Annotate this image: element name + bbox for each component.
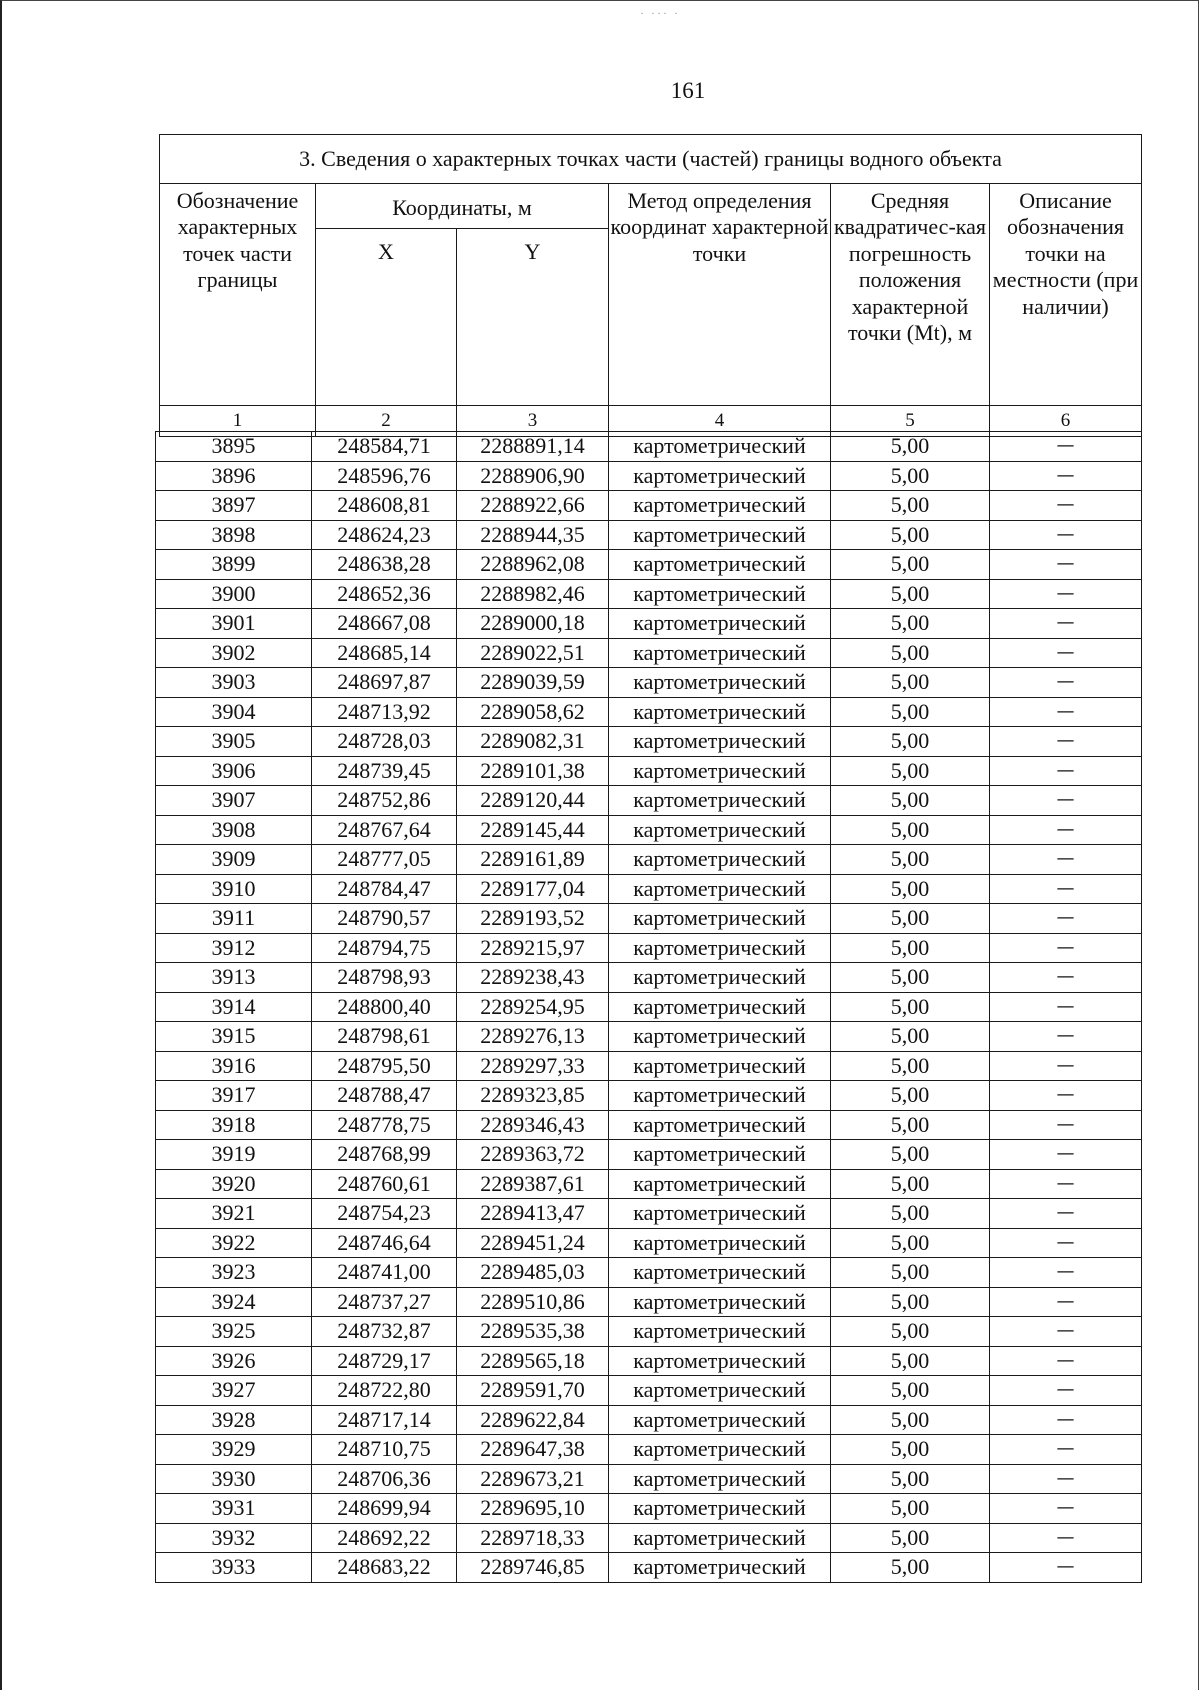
coord-x: 248741,00 — [312, 1258, 457, 1288]
coord-x: 248794,75 — [312, 933, 457, 963]
table-title: 3. Сведения о характерных точках части (частей) границы водного объекта — [160, 135, 1142, 184]
coord-y: 2289535,38 — [457, 1317, 609, 1347]
coord-x: 248685,14 — [312, 638, 457, 668]
coord-y: 2289101,38 — [457, 756, 609, 786]
coord-y: 2289323,85 — [457, 1081, 609, 1111]
coord-x: 248683,22 — [312, 1553, 457, 1583]
point-id: 3928 — [156, 1405, 312, 1435]
error-cell: 5,00 — [831, 520, 990, 550]
method-cell: картометрический — [609, 1081, 831, 1111]
method-cell: картометрический — [609, 1435, 831, 1465]
coord-y: 2289254,95 — [457, 992, 609, 1022]
coord-x: 248795,50 — [312, 1051, 457, 1081]
coord-y: 2289673,21 — [457, 1464, 609, 1494]
method-cell: картометрический — [609, 520, 831, 550]
table-row — [156, 1494, 1142, 1524]
table-row — [156, 1435, 1142, 1465]
error-cell: 5,00 — [831, 1376, 990, 1406]
method-cell: картометрический — [609, 668, 831, 698]
point-id: 3906 — [156, 756, 312, 786]
coord-x: 248768,99 — [312, 1140, 457, 1170]
coord-x: 248713,92 — [312, 697, 457, 727]
method-cell: картометрический — [609, 1376, 831, 1406]
description-cell: — — [990, 697, 1142, 727]
coord-y: 2289746,85 — [457, 1553, 609, 1583]
table-row — [156, 491, 1142, 521]
scan-noise: · ··· · — [640, 6, 680, 20]
description-cell: — — [990, 1317, 1142, 1347]
table-row — [156, 963, 1142, 993]
coord-y: 2289510,86 — [457, 1287, 609, 1317]
description-cell: — — [990, 874, 1142, 904]
coord-y: 2289622,84 — [457, 1405, 609, 1435]
method-cell: картометрический — [609, 1523, 831, 1553]
table-row — [156, 1317, 1142, 1347]
description-cell: — — [990, 992, 1142, 1022]
table-row — [156, 1140, 1142, 1170]
coord-x: 248717,14 — [312, 1405, 457, 1435]
coord-x: 248596,76 — [312, 461, 457, 491]
header-y: Y — [457, 229, 609, 406]
coord-x: 248777,05 — [312, 845, 457, 875]
method-cell: картометрический — [609, 1287, 831, 1317]
method-cell: картометрический — [609, 1258, 831, 1288]
coord-y: 2289177,04 — [457, 874, 609, 904]
coord-y: 2289120,44 — [457, 786, 609, 816]
coord-x: 248728,03 — [312, 727, 457, 757]
description-cell: — — [990, 638, 1142, 668]
method-cell: картометрический — [609, 1169, 831, 1199]
table-row — [156, 638, 1142, 668]
coord-x: 248767,64 — [312, 815, 457, 845]
coord-x: 248584,71 — [312, 432, 457, 462]
error-cell: 5,00 — [831, 1258, 990, 1288]
coord-y: 2289647,38 — [457, 1435, 609, 1465]
coord-x: 248778,75 — [312, 1110, 457, 1140]
table-row — [156, 1464, 1142, 1494]
coord-x: 248608,81 — [312, 491, 457, 521]
coord-y: 2289297,33 — [457, 1051, 609, 1081]
point-id: 3904 — [156, 697, 312, 727]
error-cell: 5,00 — [831, 1494, 990, 1524]
coord-y: 2289193,52 — [457, 904, 609, 934]
error-cell: 5,00 — [831, 1140, 990, 1170]
coord-y: 2288962,08 — [457, 550, 609, 580]
table-row — [156, 1405, 1142, 1435]
method-cell: картометрический — [609, 461, 831, 491]
table-row — [156, 609, 1142, 639]
error-cell: 5,00 — [831, 1405, 990, 1435]
point-id: 3925 — [156, 1317, 312, 1347]
description-cell: — — [990, 1287, 1142, 1317]
table-row — [156, 874, 1142, 904]
coord-x: 248722,80 — [312, 1376, 457, 1406]
description-cell: — — [990, 491, 1142, 521]
method-cell: картометрический — [609, 786, 831, 816]
description-cell: — — [990, 1435, 1142, 1465]
table-row — [156, 1169, 1142, 1199]
description-cell: — — [990, 1228, 1142, 1258]
error-cell: 5,00 — [831, 668, 990, 698]
description-cell: — — [990, 461, 1142, 491]
coord-y: 2289413,47 — [457, 1199, 609, 1229]
coord-x: 248746,64 — [312, 1228, 457, 1258]
method-cell: картометрический — [609, 1051, 831, 1081]
point-id: 3903 — [156, 668, 312, 698]
coord-x: 248706,36 — [312, 1464, 457, 1494]
coord-y: 2289695,10 — [457, 1494, 609, 1524]
method-cell: картометрический — [609, 491, 831, 521]
table-row — [156, 1199, 1142, 1229]
point-id: 3930 — [156, 1464, 312, 1494]
coord-x: 248652,36 — [312, 579, 457, 609]
error-cell: 5,00 — [831, 845, 990, 875]
coord-y: 2288982,46 — [457, 579, 609, 609]
coord-x: 248798,61 — [312, 1022, 457, 1052]
error-cell: 5,00 — [831, 1523, 990, 1553]
header-method: Метод определения координат характерной точки — [609, 184, 831, 406]
method-cell: картометрический — [609, 963, 831, 993]
point-id: 3905 — [156, 727, 312, 757]
method-cell: картометрический — [609, 1494, 831, 1524]
error-cell: 5,00 — [831, 992, 990, 1022]
header-coordinates: Координаты, м — [316, 184, 609, 229]
page-number: 161 — [670, 78, 706, 103]
description-cell: — — [990, 1376, 1142, 1406]
coord-y: 2289000,18 — [457, 609, 609, 639]
point-id: 3929 — [156, 1435, 312, 1465]
description-cell: — — [990, 1553, 1142, 1583]
method-cell: картометрический — [609, 845, 831, 875]
description-cell: — — [990, 1051, 1142, 1081]
error-cell: 5,00 — [831, 1199, 990, 1229]
description-cell: — — [990, 933, 1142, 963]
error-cell: 5,00 — [831, 904, 990, 934]
point-id: 3916 — [156, 1051, 312, 1081]
point-id: 3914 — [156, 992, 312, 1022]
description-cell: — — [990, 815, 1142, 845]
point-id: 3926 — [156, 1346, 312, 1376]
table-row — [156, 668, 1142, 698]
points-table-header — [159, 134, 1142, 437]
table-row — [156, 520, 1142, 550]
method-cell: картометрический — [609, 1022, 831, 1052]
error-cell: 5,00 — [831, 1435, 990, 1465]
header-description: Описание обозначения точки на местности (при наличии) — [990, 184, 1142, 406]
method-cell: картометрический — [609, 756, 831, 786]
coord-x: 248729,17 — [312, 1346, 457, 1376]
method-cell: картометрический — [609, 697, 831, 727]
error-cell: 5,00 — [831, 874, 990, 904]
point-id: 3909 — [156, 845, 312, 875]
error-cell: 5,00 — [831, 491, 990, 521]
coord-x: 248624,23 — [312, 520, 457, 550]
error-cell: 5,00 — [831, 579, 990, 609]
coord-x: 248699,94 — [312, 1494, 457, 1524]
description-cell: — — [990, 1523, 1142, 1553]
method-cell: картометрический — [609, 609, 831, 639]
table-row — [156, 550, 1142, 580]
description-cell: — — [990, 756, 1142, 786]
point-id: 3927 — [156, 1376, 312, 1406]
error-cell: 5,00 — [831, 1317, 990, 1347]
description-cell: — — [990, 1022, 1142, 1052]
coord-y: 2289485,03 — [457, 1258, 609, 1288]
point-id: 3900 — [156, 579, 312, 609]
table-row — [156, 1051, 1142, 1081]
coord-y: 2288922,66 — [457, 491, 609, 521]
column-number: 3 — [457, 406, 609, 437]
description-cell: — — [990, 668, 1142, 698]
coord-x: 248760,61 — [312, 1169, 457, 1199]
error-cell: 5,00 — [831, 786, 990, 816]
error-cell: 5,00 — [831, 1169, 990, 1199]
point-id: 3912 — [156, 933, 312, 963]
error-cell: 5,00 — [831, 638, 990, 668]
table-row — [156, 727, 1142, 757]
coord-y: 2289591,70 — [457, 1376, 609, 1406]
error-cell: 5,00 — [831, 550, 990, 580]
description-cell: — — [990, 963, 1142, 993]
table-row — [156, 1346, 1142, 1376]
coord-y: 2289215,97 — [457, 933, 609, 963]
description-cell: — — [990, 432, 1142, 462]
column-number: 5 — [831, 406, 990, 437]
description-cell: — — [990, 609, 1142, 639]
error-cell: 5,00 — [831, 756, 990, 786]
point-id: 3895 — [156, 432, 312, 462]
table-row — [156, 815, 1142, 845]
table-row — [156, 1287, 1142, 1317]
point-id: 3917 — [156, 1081, 312, 1111]
column-number: 2 — [316, 406, 457, 437]
method-cell: картометрический — [609, 1199, 831, 1229]
error-cell: 5,00 — [831, 727, 990, 757]
point-id: 3915 — [156, 1022, 312, 1052]
point-id: 3921 — [156, 1199, 312, 1229]
method-cell: картометрический — [609, 432, 831, 462]
table-row — [156, 697, 1142, 727]
error-cell: 5,00 — [831, 1022, 990, 1052]
coord-x: 248732,87 — [312, 1317, 457, 1347]
coord-x: 248752,86 — [312, 786, 457, 816]
coord-y: 2289346,43 — [457, 1110, 609, 1140]
description-cell: — — [990, 1494, 1142, 1524]
point-id: 3919 — [156, 1140, 312, 1170]
coord-x: 248638,28 — [312, 550, 457, 580]
error-cell: 5,00 — [831, 461, 990, 491]
coord-y: 2289718,33 — [457, 1523, 609, 1553]
method-cell: картометрический — [609, 933, 831, 963]
method-cell: картометрический — [609, 1110, 831, 1140]
coord-x: 248737,27 — [312, 1287, 457, 1317]
coord-y: 2288944,35 — [457, 520, 609, 550]
coord-y: 2289039,59 — [457, 668, 609, 698]
coord-x: 248739,45 — [312, 756, 457, 786]
coord-x: 248798,93 — [312, 963, 457, 993]
method-cell: картометрический — [609, 638, 831, 668]
method-cell: картометрический — [609, 1317, 831, 1347]
method-cell: картометрический — [609, 1553, 831, 1583]
point-id: 3918 — [156, 1110, 312, 1140]
method-cell: картометрический — [609, 579, 831, 609]
table-row — [156, 432, 1142, 462]
point-id: 3923 — [156, 1258, 312, 1288]
description-cell: — — [990, 845, 1142, 875]
points-table-body — [155, 431, 1142, 1583]
point-id: 3898 — [156, 520, 312, 550]
error-cell: 5,00 — [831, 1110, 990, 1140]
coord-y: 2289451,24 — [457, 1228, 609, 1258]
header-x: X — [316, 229, 457, 406]
column-number: 6 — [990, 406, 1142, 437]
coord-y: 2289238,43 — [457, 963, 609, 993]
description-cell: — — [990, 1199, 1142, 1229]
point-id: 3932 — [156, 1523, 312, 1553]
coord-y: 2288891,14 — [457, 432, 609, 462]
method-cell: картометрический — [609, 727, 831, 757]
header-designation: Обозначение характерных точек части границы — [160, 184, 316, 406]
table-row — [156, 904, 1142, 934]
method-cell: картометрический — [609, 550, 831, 580]
coord-x: 248790,57 — [312, 904, 457, 934]
description-cell: — — [990, 550, 1142, 580]
coord-y: 2289565,18 — [457, 1346, 609, 1376]
description-cell: — — [990, 579, 1142, 609]
coord-y: 2289387,61 — [457, 1169, 609, 1199]
description-cell: — — [990, 1464, 1142, 1494]
description-cell: — — [990, 520, 1142, 550]
table-row — [156, 579, 1142, 609]
table-row — [156, 933, 1142, 963]
error-cell: 5,00 — [831, 1464, 990, 1494]
point-id: 3899 — [156, 550, 312, 580]
coord-x: 248754,23 — [312, 1199, 457, 1229]
coord-y: 2289058,62 — [457, 697, 609, 727]
point-id: 3913 — [156, 963, 312, 993]
coord-x: 248784,47 — [312, 874, 457, 904]
description-cell: — — [990, 1169, 1142, 1199]
description-cell: — — [990, 1346, 1142, 1376]
error-cell: 5,00 — [831, 815, 990, 845]
point-id: 3931 — [156, 1494, 312, 1524]
method-cell: картометрический — [609, 1346, 831, 1376]
point-id: 3910 — [156, 874, 312, 904]
error-cell: 5,00 — [831, 1051, 990, 1081]
error-cell: 5,00 — [831, 1287, 990, 1317]
method-cell: картометрический — [609, 1405, 831, 1435]
description-cell: — — [990, 1405, 1142, 1435]
point-id: 3924 — [156, 1287, 312, 1317]
table-row — [156, 1081, 1142, 1111]
coord-y: 2289161,89 — [457, 845, 609, 875]
table-row — [156, 461, 1142, 491]
description-cell: — — [990, 904, 1142, 934]
method-cell: картометрический — [609, 992, 831, 1022]
point-id: 3901 — [156, 609, 312, 639]
point-id: 3897 — [156, 491, 312, 521]
coord-x: 248710,75 — [312, 1435, 457, 1465]
method-cell: картометрический — [609, 1140, 831, 1170]
table-row — [156, 1523, 1142, 1553]
error-cell: 5,00 — [831, 1081, 990, 1111]
description-cell: — — [990, 1110, 1142, 1140]
description-cell: — — [990, 1258, 1142, 1288]
table-row — [156, 1553, 1142, 1583]
point-id: 3896 — [156, 461, 312, 491]
table-row — [156, 1228, 1142, 1258]
description-cell: — — [990, 727, 1142, 757]
point-id: 3933 — [156, 1553, 312, 1583]
table-row — [156, 756, 1142, 786]
column-number: 4 — [609, 406, 831, 437]
point-id: 3902 — [156, 638, 312, 668]
coord-x: 248667,08 — [312, 609, 457, 639]
description-cell: — — [990, 1140, 1142, 1170]
error-cell: 5,00 — [831, 697, 990, 727]
points-table-rows — [156, 432, 1142, 1583]
coord-y: 2289363,72 — [457, 1140, 609, 1170]
method-cell: картометрический — [609, 904, 831, 934]
point-id: 3911 — [156, 904, 312, 934]
coord-x: 248692,22 — [312, 1523, 457, 1553]
column-number: 1 — [160, 406, 316, 437]
error-cell: 5,00 — [831, 1228, 990, 1258]
coord-x: 248788,47 — [312, 1081, 457, 1111]
method-cell: картометрический — [609, 874, 831, 904]
point-id: 3907 — [156, 786, 312, 816]
table-row — [156, 1376, 1142, 1406]
method-cell: картометрический — [609, 1464, 831, 1494]
coord-y: 2289276,13 — [457, 1022, 609, 1052]
description-cell: — — [990, 786, 1142, 816]
coord-y: 2288906,90 — [457, 461, 609, 491]
point-id: 3920 — [156, 1169, 312, 1199]
coord-y: 2289145,44 — [457, 815, 609, 845]
error-cell: 5,00 — [831, 933, 990, 963]
method-cell: картометрический — [609, 1228, 831, 1258]
description-cell: — — [990, 1081, 1142, 1111]
error-cell: 5,00 — [831, 1553, 990, 1583]
table-row — [156, 786, 1142, 816]
error-cell: 5,00 — [831, 432, 990, 462]
table-row — [156, 845, 1142, 875]
table-row — [156, 992, 1142, 1022]
error-cell: 5,00 — [831, 609, 990, 639]
error-cell: 5,00 — [831, 1346, 990, 1376]
method-cell: картометрический — [609, 815, 831, 845]
point-id: 3908 — [156, 815, 312, 845]
coord-y: 2289082,31 — [457, 727, 609, 757]
error-cell: 5,00 — [831, 963, 990, 993]
coord-x: 248697,87 — [312, 668, 457, 698]
table-row — [156, 1258, 1142, 1288]
coord-y: 2289022,51 — [457, 638, 609, 668]
point-id: 3922 — [156, 1228, 312, 1258]
table-row — [156, 1022, 1142, 1052]
table-row — [156, 1110, 1142, 1140]
header-error: Средняя квадратичес-кая погрешность положения характерной точки (Mt), м — [831, 184, 990, 406]
coord-x: 248800,40 — [312, 992, 457, 1022]
